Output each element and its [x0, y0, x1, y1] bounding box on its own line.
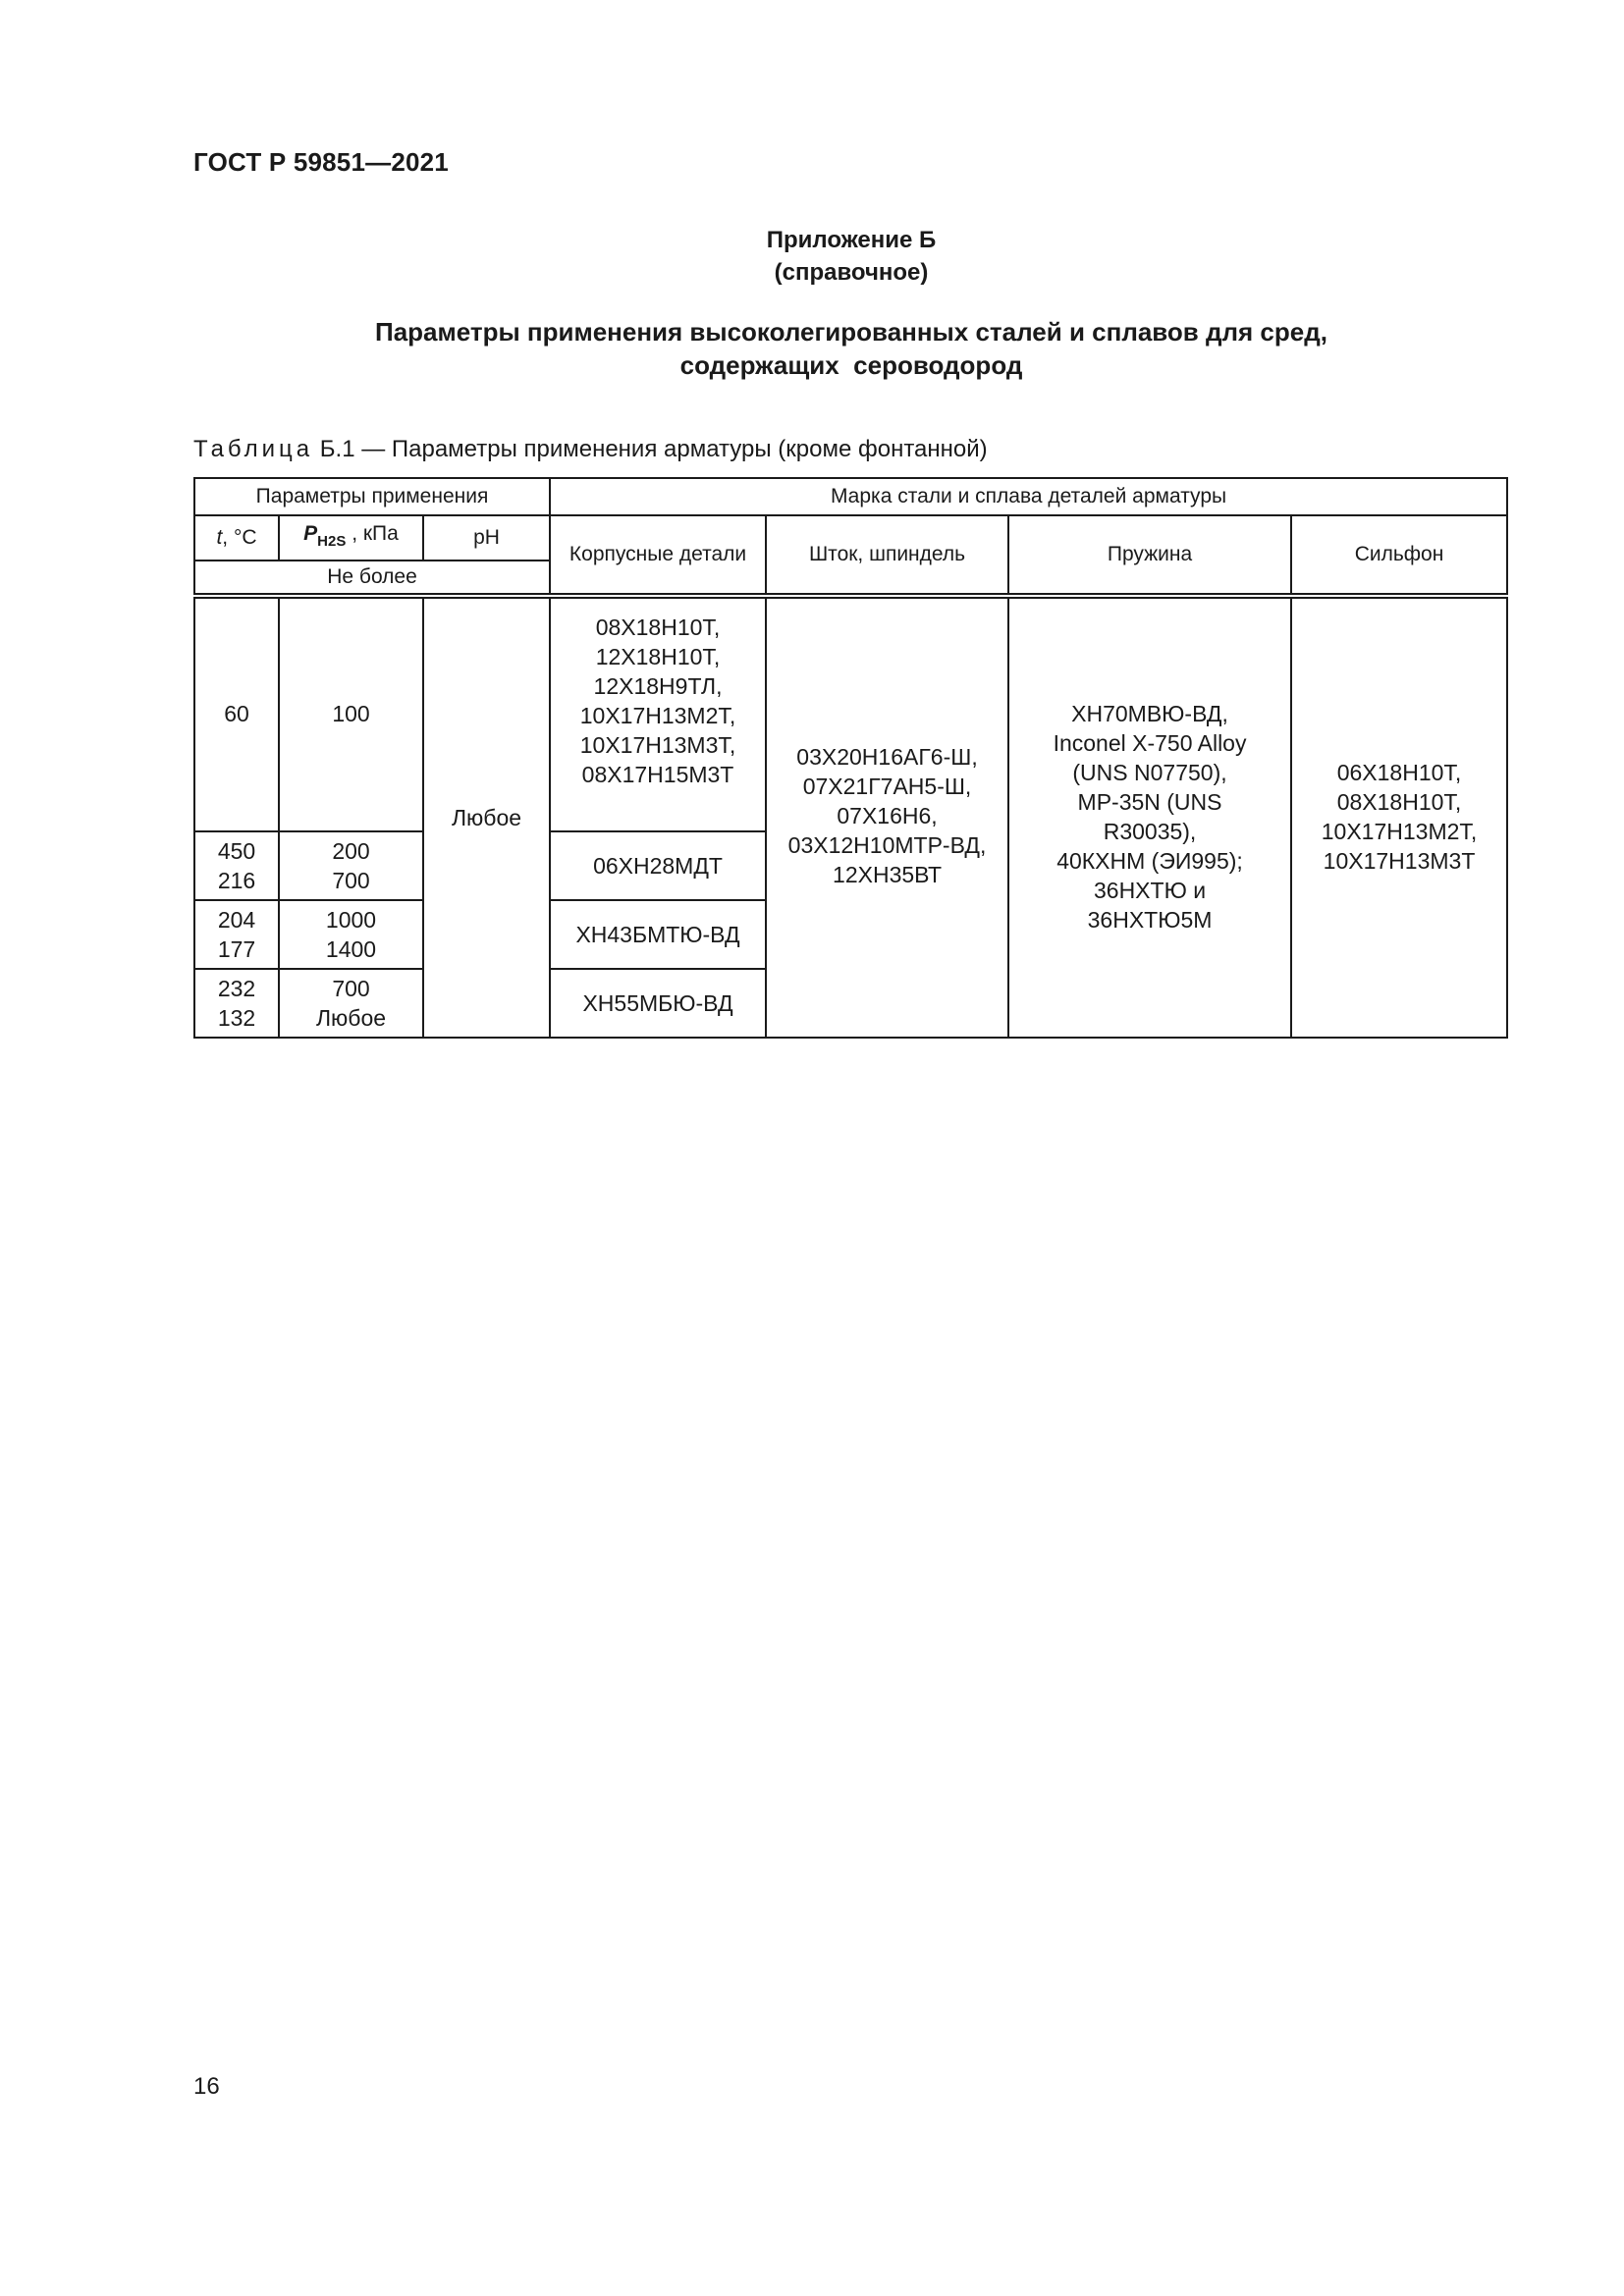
- cell-line: 03Х12Н10МТР-ВД,: [787, 832, 987, 858]
- heading-line-1: Параметры применения высоколегированных сталей и сплавов для сред,: [375, 317, 1327, 347]
- cell-pressure: [279, 969, 423, 1038]
- cell-line: 700: [332, 868, 370, 893]
- cell-line: 177: [217, 936, 256, 962]
- cell-line: 232: [217, 976, 256, 1001]
- cell-line: 07Х16Н6,: [837, 803, 938, 828]
- cell-body-parts: [550, 900, 766, 969]
- pressure-unit: , кПа: [346, 522, 399, 545]
- cell-spring: [1008, 596, 1291, 1038]
- cell-bellows: [1291, 596, 1507, 1038]
- cell-line: 100: [332, 701, 370, 726]
- header-row-groups: [194, 478, 1507, 515]
- header-stem-spindle: Шток, шпиндель: [766, 515, 1008, 596]
- heading-line-2: содержащих сероводород: [679, 350, 1023, 380]
- header-pressure: [279, 515, 423, 561]
- cell-line: 36НХТЮ5М: [1087, 907, 1213, 933]
- appendix-block: [0, 224, 1624, 289]
- table-caption-word: Таблица: [193, 436, 314, 462]
- cell-body-parts: [550, 596, 766, 831]
- cell-line: 40КХНМ (ЭИ995);: [1056, 848, 1243, 874]
- cell-line: 1400: [325, 936, 377, 962]
- cell-body-parts: [550, 831, 766, 900]
- cell-line: 204: [217, 907, 256, 933]
- cell-body-parts: [550, 969, 766, 1038]
- cell-pressure: [279, 900, 423, 969]
- temperature-unit: , °С: [222, 526, 257, 549]
- cell-stem-spindle: [766, 596, 1008, 1038]
- header-body-parts: Корпусные детали: [550, 515, 766, 596]
- cell-temperature: [194, 596, 279, 831]
- cell-line: ХН43БМТЮ-ВД: [575, 922, 740, 947]
- table-caption: [193, 436, 988, 463]
- cell-line: 08Х17Н15М3Т: [581, 762, 734, 787]
- cell-pressure: [279, 596, 423, 831]
- pressure-subscript: H2S: [317, 533, 347, 550]
- table-row: [194, 596, 1507, 831]
- cell-temperature: [194, 969, 279, 1038]
- header-temperature: [194, 515, 279, 561]
- cell-line: 1000: [325, 907, 377, 933]
- appendix-subtitle: (справочное): [774, 259, 929, 286]
- cell-line: 06Х18Н10Т,: [1336, 760, 1462, 785]
- appendix-title: Приложение Б: [766, 227, 937, 253]
- cell-line: 10Х17Н13М2Т,: [1321, 819, 1478, 844]
- section-heading: [0, 315, 1624, 382]
- temperature-symbol: t: [216, 526, 223, 549]
- cell-line: 450: [217, 838, 256, 864]
- cell-line: 07Х21Г7АН5-Ш,: [802, 774, 972, 799]
- cell-line: Inconel X-750 Alloy: [1053, 730, 1247, 756]
- cell-temperature: [194, 900, 279, 969]
- cell-line: ХН70МВЮ-ВД,: [1071, 701, 1228, 726]
- cell-line: 12Х18Н10Т,: [595, 644, 721, 669]
- cell-line: R30035),: [1103, 819, 1197, 844]
- cell-pressure: [279, 831, 423, 900]
- document-code: ГОСТ Р 59851—2021: [193, 147, 449, 177]
- cell-temperature: [194, 831, 279, 900]
- header-spring: Пружина: [1008, 515, 1291, 596]
- cell-line: MP-35N (UNS: [1077, 789, 1222, 815]
- cell-line: 10Х17Н13М3Т,: [579, 732, 736, 758]
- cell-line: 200: [332, 838, 370, 864]
- cell-line: 08Х18Н10Т,: [595, 614, 721, 640]
- cell-ph: Любое: [423, 596, 550, 1038]
- cell-line: ХН55МБЮ-ВД: [582, 990, 733, 1016]
- cell-line: (UNS N07750),: [1072, 760, 1227, 785]
- cell-line: Любое: [315, 1005, 387, 1031]
- cell-line: 216: [217, 868, 256, 893]
- cell-line: 03Х20Н16АГ6-Ш,: [796, 744, 978, 770]
- cell-line: 700: [332, 976, 370, 1001]
- cell-line: 06ХН28МДТ: [593, 853, 723, 879]
- header-bellows: Сильфон: [1291, 515, 1507, 596]
- header-row-columns: [194, 515, 1507, 561]
- cell-line: 60: [224, 701, 249, 726]
- cell-line: 10Х17Н13М3Т: [1323, 848, 1476, 874]
- header-ph: pH: [423, 515, 550, 561]
- table-caption-text: Б.1 — Параметры применения арматуры (кроме фонтанной): [313, 436, 988, 462]
- header-grades-group: Марка стали и сплава деталей арматуры: [550, 478, 1507, 515]
- parameters-table: [193, 477, 1508, 1039]
- header-not-more: Не более: [194, 561, 550, 596]
- cell-line: 12ХН35ВТ: [833, 862, 942, 887]
- cell-line: 08Х18Н10Т,: [1336, 789, 1462, 815]
- cell-line: 36НХТЮ и: [1093, 878, 1207, 903]
- cell-line: 12Х18Н9ТЛ,: [593, 673, 723, 699]
- header-params-group: Параметры применения: [194, 478, 550, 515]
- cell-line: 10Х17Н13М2Т,: [579, 703, 736, 728]
- pressure-symbol: P: [303, 522, 318, 545]
- page-number: 16: [193, 2073, 220, 2100]
- cell-line: 132: [217, 1005, 256, 1031]
